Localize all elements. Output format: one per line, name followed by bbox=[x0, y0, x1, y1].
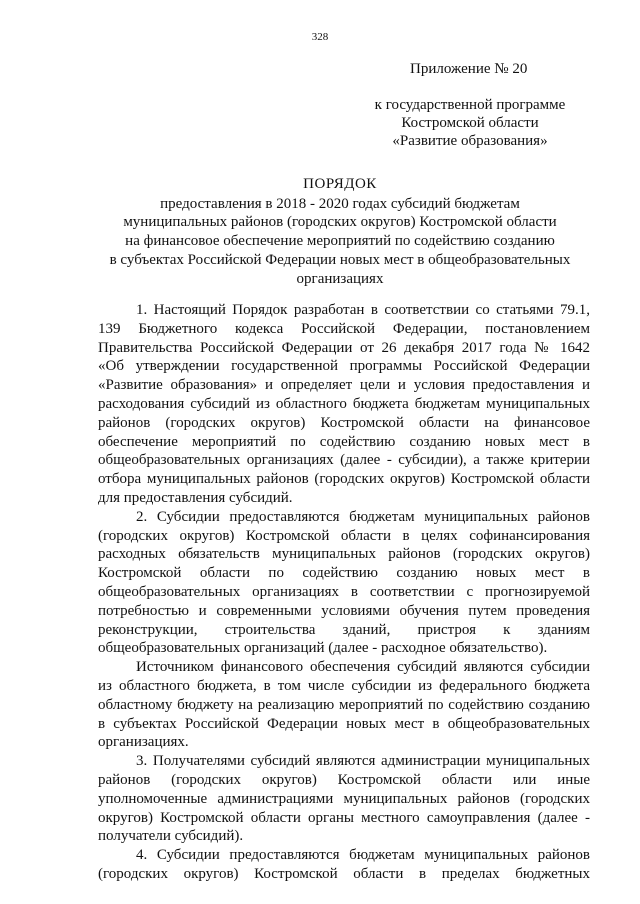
paragraph-line: 2. Субсидии предоставляются бюджетам муниципальных районов bbox=[136, 508, 590, 525]
paragraph-line: 139 Бюджетного кодекса Российской Федерации, постановлением bbox=[98, 320, 590, 337]
document-title bbox=[60, 175, 620, 288]
appendix-ref-line: к государственной программе bbox=[374, 97, 566, 113]
paragraph-line: районов (городских округов) Костромской области или иные bbox=[98, 771, 590, 788]
paragraph-line: общеобразовательных организациях в соответствии с прогнозируемой bbox=[98, 583, 590, 600]
body-paragraph bbox=[98, 752, 590, 846]
title-heading: ПОРЯДОК bbox=[303, 176, 377, 192]
paragraph-line: реконструкции, строительства зданий, пристроя к зданиям bbox=[98, 621, 590, 638]
paragraph-line: общеобразовательных организаций (далее - расходное обязательство). bbox=[98, 640, 548, 657]
paragraph-line: Источником финансового обеспечения субсидий являются субсидии bbox=[136, 659, 590, 676]
title-line: муниципальных районов (городских округов) Костромской области bbox=[123, 214, 557, 231]
paragraph-line: для предоставления субсидий. bbox=[98, 489, 293, 506]
title-line: на финансовое обеспечение мероприятий по содействию созданию bbox=[125, 233, 555, 250]
body-paragraph bbox=[98, 658, 590, 752]
appendix-ref-line: «Развитие образования» bbox=[392, 133, 548, 149]
paragraph-line: потребностью и современными условиями обучения путем проведения bbox=[98, 602, 590, 619]
title-line: в субъектах Российской Федерации новых мест в общеобразовательных bbox=[109, 251, 571, 268]
paragraph-line: из областного бюджета, в том числе субсидии из федерального бюджета bbox=[98, 677, 590, 694]
paragraph-line: расходных обязательств муниципальных районов (городских округов) bbox=[98, 546, 590, 563]
paragraph-line: «Об утверждении государственной программы Российской Федерации bbox=[98, 358, 590, 375]
paragraph-line: Правительства Российской Федерации от 26 декабря 2017 года № 1642 bbox=[98, 339, 590, 356]
title-line: организациях bbox=[296, 270, 384, 287]
paragraph-line: районов (городских округов) Костромской области на финансовое bbox=[98, 414, 590, 431]
paragraph-line: организациях. bbox=[98, 734, 189, 751]
paragraph-line: общеобразовательных организациях (далее - субсидии), а также критерии bbox=[98, 452, 590, 469]
paragraph-line: в субъектах Российской Федерации новых мест в общеобразовательных bbox=[98, 715, 590, 732]
paragraph-line: 1. Настоящий Порядок разработан в соответствии со статьями 79.1, bbox=[136, 302, 590, 318]
paragraph-line: получатели субсидий). bbox=[98, 828, 244, 845]
paragraph-line: Костромской области по содействию созданию новых мест в bbox=[98, 565, 590, 582]
body-paragraph bbox=[98, 508, 590, 658]
paragraph-line: (городских округов) Костромской области в целях софинансирования bbox=[98, 527, 590, 544]
body-paragraph bbox=[98, 846, 590, 884]
paragraph-line: 4. Субсидии предоставляются бюджетам муниципальных районов bbox=[136, 847, 590, 864]
title-line: предоставления в 2018 - 2020 годах субсидий бюджетам bbox=[160, 195, 520, 212]
paragraph-line: уполномоченные администрациями муниципальных районов (городских bbox=[98, 790, 590, 807]
paragraph-line: «Развитие образования» и определяет цели и условия предоставления и bbox=[98, 377, 590, 394]
paragraph-line: обеспечение мероприятий по содействию созданию новых мест в bbox=[98, 433, 590, 450]
paragraph-line: округов) Костромской области органы местного самоуправления (далее - bbox=[98, 809, 590, 826]
page-number: 328 bbox=[311, 31, 329, 43]
appendix-reference bbox=[350, 96, 590, 150]
appendix-ref-line: Костромской области bbox=[401, 115, 539, 131]
paragraph-line: 3. Получателями субсидий являются администрации муниципальных bbox=[136, 753, 590, 770]
document-body bbox=[98, 301, 590, 884]
appendix-number: Приложение № 20 bbox=[410, 61, 528, 77]
paragraph-line: областному бюджету на реализацию мероприятий по содействию созданию bbox=[98, 696, 590, 713]
body-paragraph bbox=[98, 301, 590, 508]
paragraph-line: отбора муниципальных районов (городских округов) Костромской области bbox=[98, 471, 590, 488]
paragraph-line: расходования субсидий из областного бюджета бюджетам муниципальных bbox=[98, 395, 590, 412]
paragraph-line: (городских округов) Костромской области в пределах бюджетных bbox=[98, 865, 590, 882]
